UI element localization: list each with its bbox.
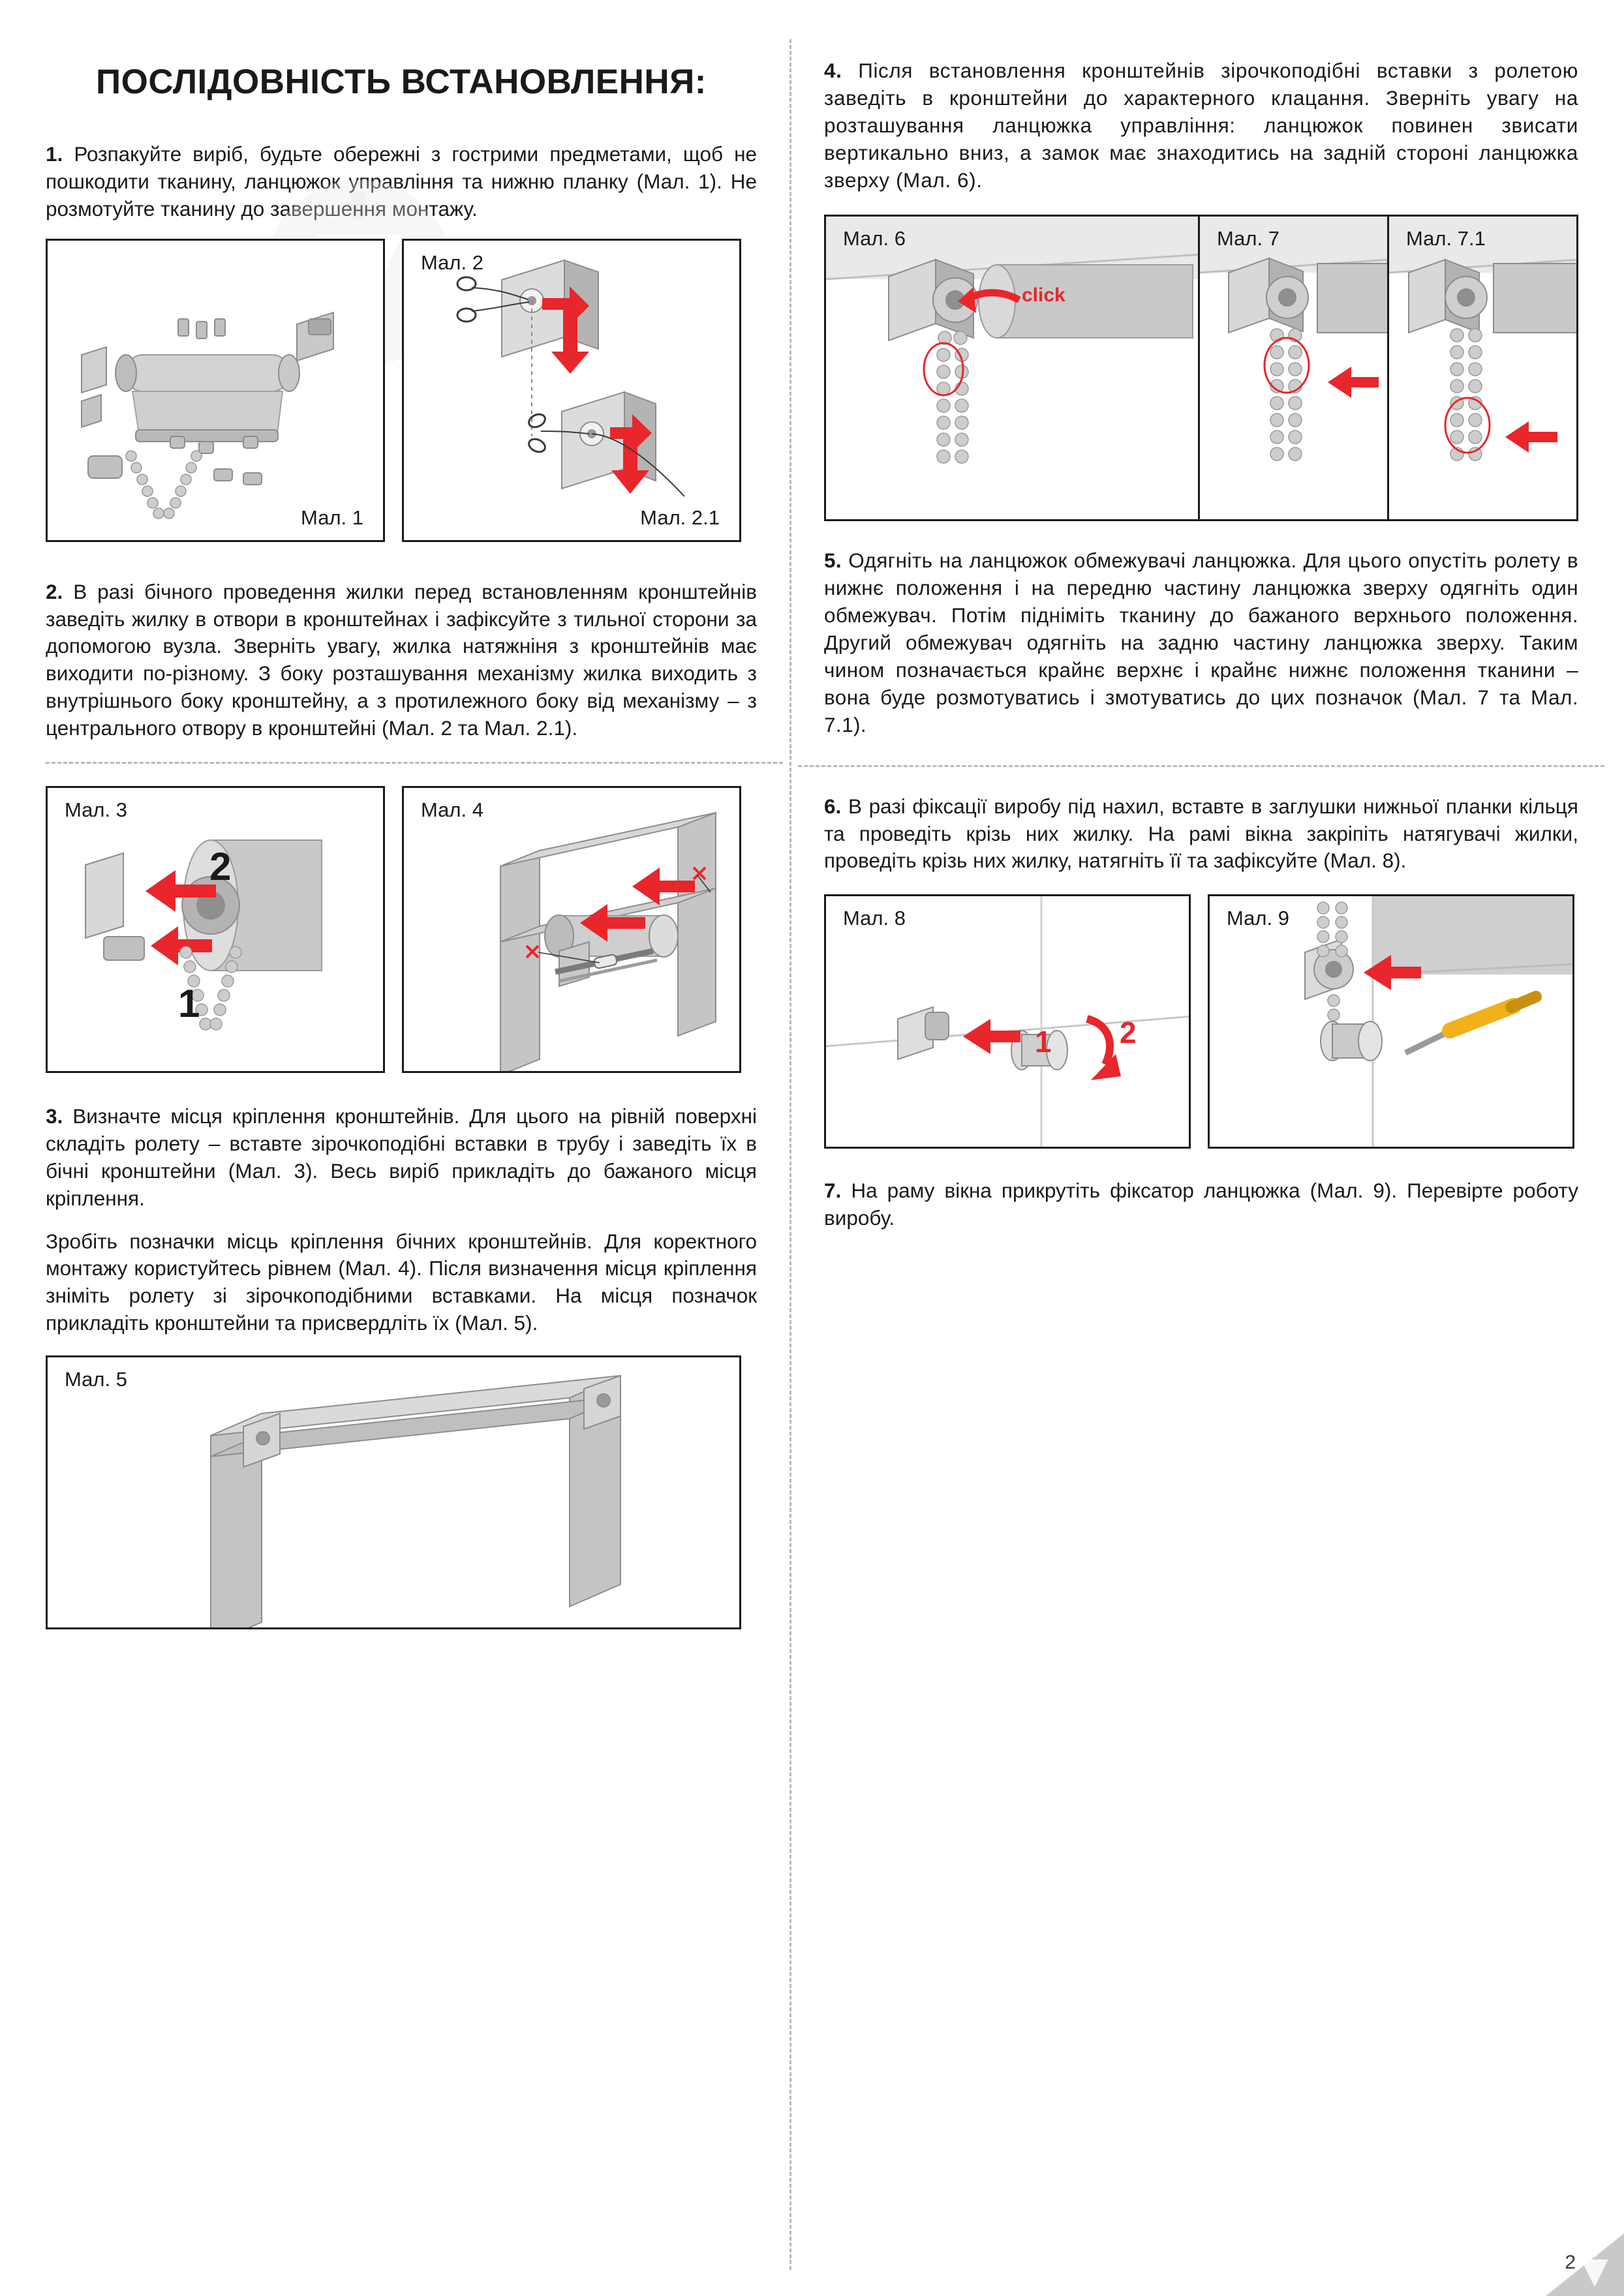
step-4-text: Після встановлення кронштейнів зірочкоподібні вставки з ролетою заведіть в кронштейни до характерного клацання. Зверніть увагу на розташування ланцюжка управління: ланцюжок повинен звисати вертикально вниз, а замок має знаходитись на задній стороні ланцюжка зверху (Мал. 6). — [824, 59, 1579, 192]
step-4-number: 4. — [824, 59, 842, 82]
step-7-number: 7. — [824, 1179, 842, 1203]
step-1-text: Розпакуйте виріб, будьте обережні з гострими предметами, щоб не пошкодити тканину, ланцюжок управління та нижню планку (Мал. 1). Не розмотуйте тканину до завершення монтажу. — [46, 142, 757, 220]
figure-mal-6-illustration — [826, 217, 1200, 521]
figure-mal-7-1-label: Мал. 7.1 — [1406, 227, 1486, 250]
step-5-text: Одягніть на ланцюжок обмежувачі ланцюжка. Для цього опустіть ролету в нижнє положення і на передню частину ланцюжка зверху одягніть один обмежувач. Потім підніміть тканину до бажаного верхнього положення. Другий обмежувач одягніть на задню частину ланцюжка зверху. Таким чином позначається крайнє верхнє і крайнє нижнє положення тканини – вона буде розмотуватись і змотуватись до цих позначок (Мал. 7 та Мал. 7.1). — [824, 549, 1578, 736]
figure-mal-9 — [1208, 894, 1574, 1149]
step-2-text: В разі бічного проведення жилки перед встановленням кронштейнів заведіть жилку в отвори в кронштейнах і зафіксуйте з тильної сторони за допомогою вузла. Зверніть увагу, жилка натяжніня з кронштейнів має виходити по-різному. З боку розташування механізму жилка виходить з внутрішнього боку кронштейну, а з протилежного боку від механізму – з центрального отвору в кронштейні (Мал. 2 та Мал. 2.1). — [46, 579, 757, 740]
figure-mal-9-label: Мал. 9 — [1227, 907, 1289, 930]
figure-mal-3 — [46, 786, 385, 1073]
step-2-number: 2. — [46, 579, 63, 603]
right-divider-1 — [798, 765, 1604, 767]
step-3-paragraph-2 — [46, 1228, 757, 1338]
figure-mal-8-callout-2: 2 — [1120, 1016, 1137, 1050]
figures-row-right-1 — [824, 215, 1578, 521]
step-3-number: 3. — [46, 1104, 63, 1128]
figure-mal-7 — [1200, 215, 1389, 521]
step-4-paragraph — [824, 57, 1578, 194]
figure-mal-8-label: Мал. 8 — [843, 907, 906, 930]
figure-mal-6 — [824, 215, 1200, 521]
figure-mal-6-label: Мал. 6 — [843, 227, 906, 250]
step-7-paragraph — [824, 1177, 1578, 1232]
figure-mal-4 — [402, 786, 741, 1073]
figure-mal-1 — [46, 239, 385, 542]
figures-row-right-2 — [824, 894, 1578, 1149]
figure-mal-7-illustration — [1200, 217, 1389, 521]
figure-mal-5-label: Мал. 5 — [65, 1368, 127, 1391]
figure-mal-9-illustration — [1210, 896, 1574, 1149]
figure-mal-2-1-label: Мал. 2.1 — [640, 506, 720, 529]
right-column — [798, 39, 1578, 2270]
step-6-number: 6. — [824, 794, 842, 818]
figure-mal-2 — [402, 239, 741, 542]
step-6-text: В разі фіксації виробу під нахил, вставте в заглушки нижньої планки кільця та проведіть крізь них жилку. На рамі вікна закріпіть натягувачі жилки, проведіть крізь них жилку, натягніть її та зафіксуйте (Мал. 8). — [824, 794, 1578, 873]
figure-mal-4-illustration — [404, 788, 741, 1073]
figure-mal-7-label: Мал. 7 — [1217, 227, 1279, 250]
step-7-text: На раму вікна прикрутіть фіксатор ланцюжка (Мал. 9). Перевірте роботу виробу. — [824, 1179, 1578, 1230]
figure-mal-2-label: Мал. 2 — [421, 250, 483, 274]
figure-mal-4-label: Мал. 4 — [421, 798, 483, 822]
left-divider-1 — [46, 762, 783, 764]
step-1-paragraph — [46, 141, 757, 223]
figure-mal-8 — [824, 894, 1191, 1149]
figure-mal-2-illustration — [404, 241, 741, 542]
step-6-paragraph — [824, 793, 1578, 875]
figure-mal-7-1-illustration — [1389, 217, 1578, 521]
figure-mal-6-click-callout: click — [1022, 284, 1065, 307]
corner-logo-icon — [1577, 2248, 1612, 2289]
left-column — [46, 39, 783, 2270]
figure-mal-1-illustration — [48, 241, 385, 542]
figure-mal-3-illustration — [48, 788, 385, 1073]
figure-mal-1-label: Мал. 1 — [301, 506, 363, 529]
step-3-text-2: Зробіть позначки місць кріплення бічних кронштейнів. Для коректного монтажу користуйтесь рівнем (Мал. 4). Після визначення місця кріплення зніміть ролету зі зірочкоподібними вставками. На місця позначок прикладіть кронштейни та присвердліть їх (Мал. 5). — [46, 1229, 757, 1335]
figure-mal-5-illustration — [48, 1357, 741, 1629]
step-1-number: 1. — [46, 142, 63, 166]
figure-mal-7-1 — [1389, 215, 1578, 521]
step-5-number: 5. — [824, 549, 842, 573]
step-2-paragraph — [46, 579, 757, 742]
figure-mal-3-callout-2: 2 — [209, 845, 232, 889]
step-3-text: Визначте місця кріплення кронштейнів. Для цього на рівній поверхні складіть ролету – вставте зірочкоподібні вставки в трубу і заведіть їх в бічні кронштейни (Мал. 3). Весь виріб прикладіть до бажаного місця кріплення. — [46, 1104, 757, 1210]
column-divider — [789, 39, 791, 2270]
page-number: 2 — [1565, 2252, 1576, 2273]
figure-mal-8-callout-1: 1 — [1035, 1025, 1052, 1059]
step-5-paragraph — [824, 547, 1578, 738]
figures-row-2 — [46, 786, 757, 1073]
figure-mal-3-callout-1: 1 — [178, 982, 200, 1026]
figures-row-1 — [46, 239, 757, 542]
page-title: ПОСЛІДОВНІСТЬ ВСТАНОВЛЕННЯ: — [96, 63, 707, 101]
figure-mal-3-label: Мал. 3 — [65, 798, 127, 822]
figure-mal-5 — [46, 1355, 741, 1629]
step-3-paragraph — [46, 1103, 757, 1213]
